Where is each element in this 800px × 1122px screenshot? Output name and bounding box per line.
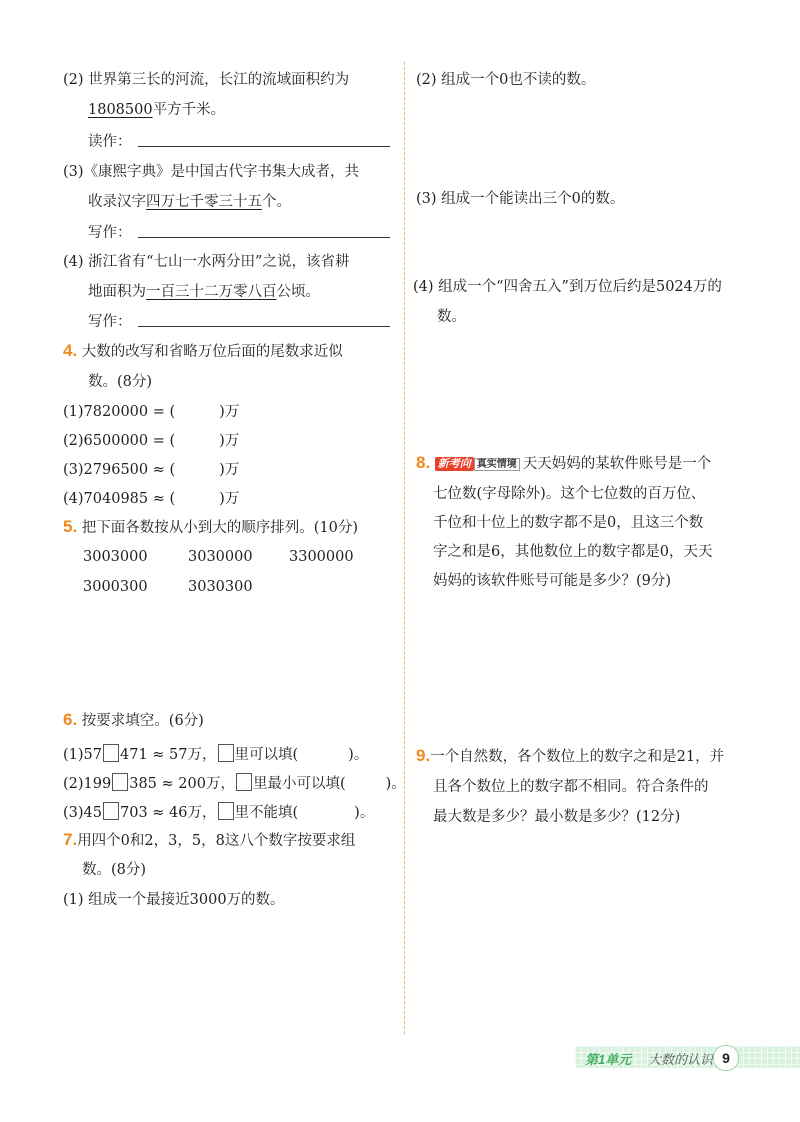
q7-line2: 数。(8分): [82, 862, 147, 878]
q9-heading: [416, 745, 724, 766]
footer-title: 大数的认识: [648, 1052, 714, 1067]
q4-item-2-pre: (2)6500000 = (: [63, 433, 176, 449]
q3-3-underlined: 四万七千零三十五: [146, 194, 262, 210]
q3-3-line2: [88, 190, 291, 211]
q3-4-line2: [88, 280, 320, 301]
q8-line4: 字之和是6，其他数位上的数字都是0，天天: [433, 544, 713, 560]
q6-item-2-d: )。: [385, 776, 406, 792]
q3-2-line1: (2) 世界第三长的河流，长江的流域面积约为: [63, 72, 350, 88]
q3-4-line2-pre: 地面积为: [88, 284, 146, 300]
q3-4-line2-post: 公顷。: [276, 284, 320, 300]
q9-line3: 最大数是多少？最小数是多少？(12分): [433, 809, 681, 825]
q3-3-answer-label: 写作：: [88, 225, 132, 241]
q4-number: 4.: [63, 341, 78, 360]
q9-number: 9.: [416, 746, 431, 765]
q7-number: 7.: [63, 830, 78, 849]
q3-2-answer-label: 读作：: [88, 134, 132, 150]
page-number: 9: [713, 1045, 739, 1071]
q5-num-1: 3003000: [83, 549, 148, 565]
q3-3-answer-line[interactable]: [138, 237, 390, 238]
q3-4-underlined: 一百三十二万零八百: [146, 284, 277, 300]
q5-num-2: 3030000: [188, 549, 253, 565]
q9-line1: 一个自然数，各个数位上的数字之和是21，并: [430, 749, 725, 765]
q8-number: 8.: [416, 453, 431, 472]
q6-item-2-a: (2)199: [63, 776, 112, 792]
q8-line5: 妈妈的该软件账号可能是多少？(9分): [433, 573, 672, 589]
q5-num-5: 3030300: [188, 579, 253, 595]
q7-item-4-line1: (4) 组成一个“四舍五入”到万位后约是5024万的: [413, 279, 722, 295]
q8-badge-context: 真实情境: [474, 458, 520, 471]
q8-badge-new: 新考向: [435, 457, 474, 471]
q6-item-3-box-ref: [218, 802, 234, 820]
q4-item-2: [63, 429, 239, 450]
q3-2-answer-line[interactable]: [138, 146, 390, 147]
q8-badge: [435, 455, 520, 471]
q4-item-3-pre: (3)2796500 ≈ (: [63, 462, 176, 478]
q7-heading: [63, 829, 355, 850]
q4-heading: [63, 340, 343, 361]
q6-item-2-c: 里最小可以填(: [252, 776, 346, 792]
q6-item-1-a: (1)57: [63, 747, 102, 763]
q4-item-1: [63, 400, 239, 421]
q6-item-1-box-ref: [218, 744, 234, 762]
q6-item-1-b: 471 ≈ 57万，: [120, 747, 217, 763]
q6-item-2-box-ref: [236, 773, 252, 791]
q4-item-4-pre: (4)7040985 ≈ (: [63, 491, 176, 507]
q3-4-answer-label: 写作：: [88, 314, 132, 330]
q3-3-line1: (3)《康熙字典》是中国古代字书集大成者，共: [63, 164, 360, 180]
q6-item-2-b: 385 ≈ 200万，: [129, 776, 235, 792]
q6-item-1: [63, 743, 368, 764]
q6-item-3-c: 里不能填(: [234, 805, 299, 821]
q5-number: 5.: [63, 517, 78, 536]
q3-2-unit: 平方千米。: [152, 102, 226, 118]
q4-line2: 数。(8分): [88, 374, 153, 390]
q7-line1: 用四个0和2，3，5，8这八个数字按要求组: [77, 833, 356, 849]
q3-4-line1: (4) 浙江省有“七山一水两分田”之说，该省耕: [63, 254, 350, 270]
q8-line1: 天天妈妈的某软件账号是一个: [522, 456, 712, 472]
q6-item-3-a: (3)45: [63, 805, 102, 821]
column-divider: [404, 62, 405, 1034]
q6-item-1-box[interactable]: [103, 744, 119, 762]
q6-heading: [63, 709, 204, 730]
q7-item-2: (2) 组成一个0也不读的数。: [416, 72, 596, 88]
q5-num-4: 3000300: [83, 579, 148, 595]
q7-item-4-line2: 数。: [437, 309, 466, 325]
q6-item-1-d: )。: [348, 747, 369, 763]
q6-item-3: [63, 801, 374, 822]
q3-2-number: 1808500: [88, 102, 153, 118]
q8-line2: 七位数(字母除外)。这个七位数的百万位、: [433, 486, 706, 502]
footer-unit: 第1单元: [585, 1052, 632, 1067]
q6-item-2-box[interactable]: [112, 773, 128, 791]
q5-num-3: 3300000: [289, 549, 354, 565]
q3-4-answer-line[interactable]: [138, 326, 390, 327]
q9-line2: 且各个数位上的数字都不相同。符合条件的: [433, 779, 709, 795]
q6-number: 6.: [63, 710, 78, 729]
q5-text: 把下面各数按从小到大的顺序排列。(10分): [81, 520, 359, 536]
q4-item-3: [63, 458, 239, 479]
q7-item-3: (3) 组成一个能读出三个0的数。: [416, 191, 625, 207]
q4-item-4: [63, 487, 239, 508]
q4-line1: 大数的改写和省略万位后面的尾数求近似: [81, 344, 343, 360]
q4-item-4-post: )万: [219, 491, 240, 507]
q6-item-3-d: )。: [354, 805, 375, 821]
q4-item-3-post: )万: [219, 462, 240, 478]
q6-item-3-box[interactable]: [103, 802, 119, 820]
q3-3-line2-pre: 收录汉字: [88, 194, 146, 210]
q3-2-line2: [88, 98, 225, 119]
q6-item-1-c: 里可以填(: [234, 747, 299, 763]
q7-item-1: (1) 组成一个最接近3000万的数。: [63, 892, 285, 908]
q5-heading: [63, 516, 358, 537]
q6-item-3-b: 703 ≈ 46万，: [120, 805, 217, 821]
q4-item-2-post: )万: [219, 433, 240, 449]
q6-item-2: [63, 772, 406, 793]
q8-heading: [416, 452, 711, 473]
q3-3-line2-post: 个。: [262, 194, 291, 210]
q8-line3: 千位和十位上的数字都不是0，且这三个数: [433, 515, 704, 531]
q4-item-1-post: )万: [219, 404, 240, 420]
q4-item-1-pre: (1)7820000 = (: [63, 404, 176, 420]
q6-text: 按要求填空。(6分): [81, 713, 204, 729]
